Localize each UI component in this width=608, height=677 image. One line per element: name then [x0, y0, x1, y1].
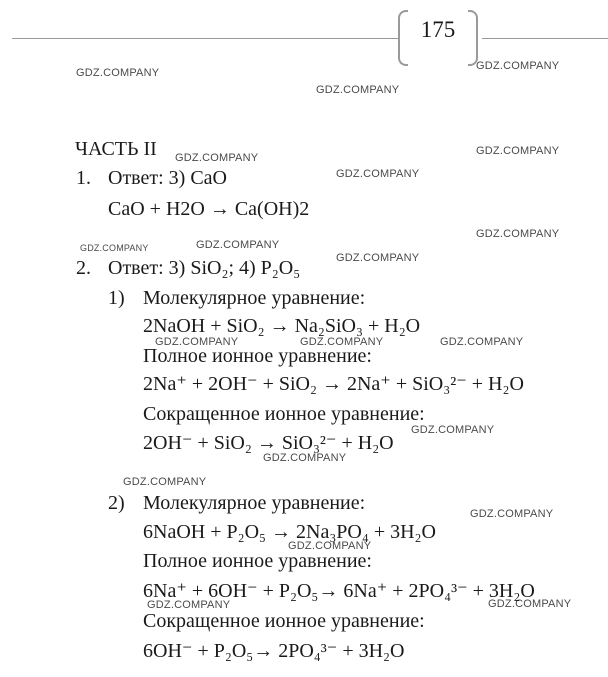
watermark: GDZ.COMPANY — [80, 243, 149, 253]
q2-sub1-full-ionic-label: Полное ионное уравнение: — [143, 345, 372, 367]
watermark: GDZ.COMPANY — [440, 336, 524, 348]
watermark: GDZ.COMPANY — [196, 239, 280, 251]
q2-sub2-number: 2) — [108, 492, 125, 514]
watermark: GDZ.COMPANY — [263, 452, 347, 464]
watermark: GDZ.COMPANY — [147, 599, 231, 611]
q2-sub2-molecular-equation: 6NaOH + P₂O₅ → 2Na₃PO₄ + 3H₂O — [143, 521, 436, 543]
q2-sub2-molecular-label: Молекулярное уравнение: — [143, 492, 366, 514]
watermark: GDZ.COMPANY — [476, 228, 560, 240]
watermark: GDZ.COMPANY — [336, 168, 420, 180]
watermark: GDZ.COMPANY — [476, 60, 560, 72]
q2-sub2-short-ionic-label: Сокращенное ионное уравнение: — [143, 610, 425, 632]
watermark: GDZ.COMPANY — [76, 67, 160, 79]
q2-sub2-full-ionic-equation: 6Na⁺ + 6OH⁻ + P₂O₅→ 6Na⁺ + 2PO₄³⁻ + 3H₂O — [143, 580, 535, 602]
q1-number: 1. — [76, 167, 91, 189]
watermark: GDZ.COMPANY — [470, 508, 554, 520]
header-rule-right — [482, 38, 608, 39]
page-number: 175 — [420, 17, 456, 42]
header-rule-left — [12, 38, 398, 39]
watermark: GDZ.COMPANY — [288, 540, 372, 552]
q2-sub2-short-ionic-equation: 6OH⁻ + P₂O₅→ 2PO₄³⁻ + 3H₂O — [143, 640, 405, 662]
watermark: GDZ.COMPANY — [411, 424, 495, 436]
watermark: GDZ.COMPANY — [476, 145, 560, 157]
section-title: ЧАСТЬ II — [75, 138, 157, 160]
q2-sub1-short-ionic-label: Сокращенное ионное уравнение: — [143, 403, 425, 425]
watermark: GDZ.COMPANY — [336, 252, 420, 264]
watermark: GDZ.COMPANY — [123, 476, 207, 488]
q2-number: 2. — [76, 257, 91, 279]
q2-sub1-short-ionic-equation: 2OH⁻ + SiO₂ → SiO₃²⁻ + H₂O — [143, 432, 394, 454]
watermark: GDZ.COMPANY — [316, 84, 400, 96]
watermark: GDZ.COMPANY — [488, 598, 572, 610]
q1-equation: CaO + H2O → Ca(OH)2 — [108, 198, 310, 220]
page-number-bracket-right — [468, 10, 478, 66]
watermark: GDZ.COMPANY — [300, 336, 384, 348]
watermark: GDZ.COMPANY — [155, 336, 239, 348]
q1-answer: Ответ: 3) CaO — [108, 167, 228, 189]
q2-sub1-number: 1) — [108, 287, 125, 309]
q2-sub1-full-ionic-equation: 2Na⁺ + 2OH⁻ + SiO₂ → 2Na⁺ + SiO₃²⁻ + H₂O — [143, 373, 524, 395]
q2-answer: Ответ: 3) SiO₂; 4) P₂O₅ — [108, 257, 301, 279]
q2-sub1-molecular-label: Молекулярное уравнение: — [143, 287, 366, 309]
q2-sub1-molecular-equation: 2NaOH + SiO₂ → Na₂SiO₃ + H₂O — [143, 315, 421, 337]
page-number-bracket-left — [398, 10, 408, 66]
q2-sub2-full-ionic-label: Полное ионное уравнение: — [143, 550, 372, 572]
watermark: GDZ.COMPANY — [175, 152, 259, 164]
